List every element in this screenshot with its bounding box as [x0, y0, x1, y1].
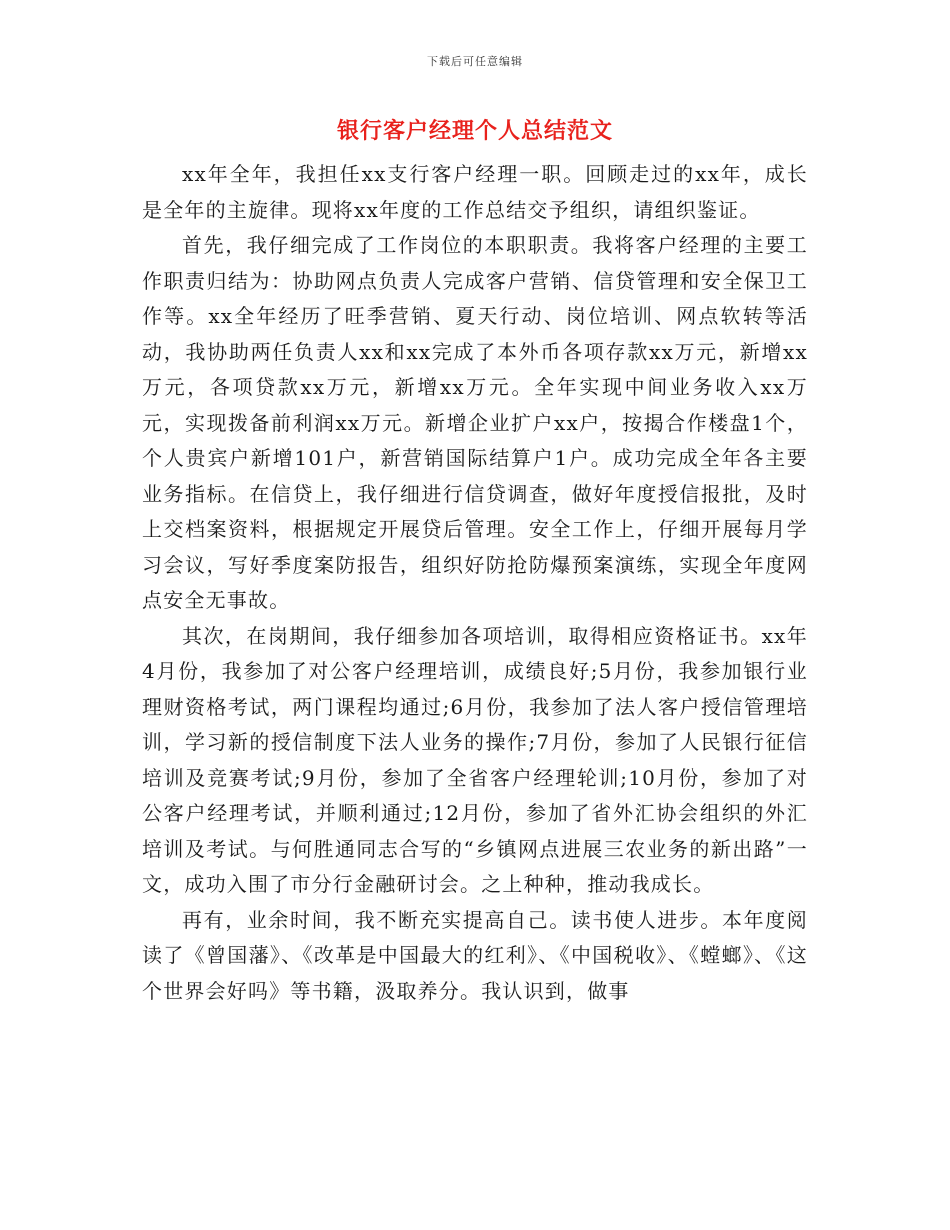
document-title: 银行客户经理个人总结范文	[336, 118, 613, 144]
header-note: 下载后可任意编辑	[427, 55, 523, 68]
paragraph-3: 其次，在岗期间，我仔细参加各项培训，取得相应资格证书。xx年4月份，我参加了对公客户经理培训，成绩良好;5月份，我参加银行业理财资格考试，两门课程均通过;6月份，我参加了法人客户授信管理培训，学习新的授信制度下法人业务的操作;7月份，参加了人民银行征信培训及竞赛考试;9月份，参加了全省客户经理轮训;10月份，参加了对公客户经理考试，并顺利通过;12月份，参加了省外汇协会组织的外汇培训及考试。与何胜通同志合写的“乡镇网点进展三农业务的新出路”一文，成功入围了市分行金融研讨会。之上种种，推动我成长。	[142, 623, 808, 896]
document-body	[142, 157, 808, 1009]
paragraph-1: xx年全年，我担任xx支行客户经理一职。回顾走过的xx年，成长是全年的主旋律。现将xx年度的工作总结交予组织，请组织鉴证。	[142, 162, 808, 222]
paragraph-2: 首先，我仔细完成了工作岗位的本职职责。我将客户经理的主要工作职责归结为：协助网点负责人完成客户营销、信贷管理和安全保卫工作等。xx全年经历了旺季营销、夏天行动、岗位培训、网点软转等活动，我协助两任负责人xx和xx完成了本外币各项存款xx万元，新增xx万元，各项贷款xx万元，新增xx万元。全年实现中间业务收入xx万元，实现拨备前利润xx万元。新增企业扩户xx户，按揭合作楼盘1个，个人贵宾户新增101户，新营销国际结算户1户。成功完成全年各主要业务指标。在信贷上，我仔细进行信贷调查，做好年度授信报批，及时上交档案资料，根据规定开展贷后管理。安全工作上，仔细开展每月学习会议，写好季度案防报告，组织好防抢防爆预案演练，实现全年度网点安全无事故。	[142, 233, 808, 612]
paragraph-4: 再有，业余时间，我不断充实提高自己。读书使人进步。本年度阅读了《曾国藩》、《改革是中国最大的红利》、《中国税收》、《螳螂》、《这个世界会好吗》等书籍，汲取养分。我认识到，做事	[142, 907, 808, 1003]
